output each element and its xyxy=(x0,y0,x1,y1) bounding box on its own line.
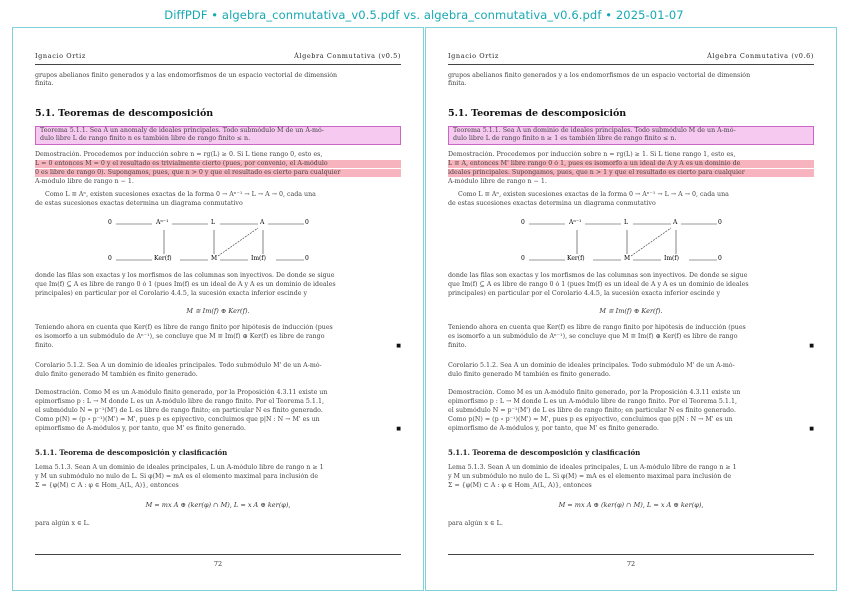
proof-line-1: Demostración. Procedemos por inducción sobre n = rg(L) ≥ 0. Si L tiene rango 0, esto es, xyxy=(35,151,323,158)
diagram-top-0-right: 0 xyxy=(718,219,722,226)
diagram-bottom-ker: Ker(f) xyxy=(567,255,585,262)
proof2-line-4: Como p(N) = (p ∘ p⁻¹)(M') = M', pues p es epiyectivo, concluimos que p|N : N → M' es un xyxy=(448,416,733,423)
proof2-line-2: epimorfismo p : L → M donde L es un A-módulo libre de rango finito. Por el Teorema 5.1.1, xyxy=(35,398,324,405)
header-book-title: Álgebra Conmutativa (v0.5) xyxy=(294,52,401,60)
corollary-line-1: Corolario 5.1.2. Sea A un dominio de ideales principales. Todo submódulo M' de un A-mó- xyxy=(448,362,735,369)
diagram-top-L: L xyxy=(624,219,628,226)
qed-symbol: ■ xyxy=(809,343,814,349)
diagram-top-A: A xyxy=(260,219,265,226)
diagram-top-L: L xyxy=(211,219,215,226)
proof2-line-5: epimorfismo de A-módulos y, por tanto, que M' es finito generado. xyxy=(448,425,659,432)
footer-rule xyxy=(448,554,814,555)
page-number: 72 xyxy=(213,560,223,568)
diagram-top-A: A xyxy=(673,219,678,226)
header-rule xyxy=(35,64,401,65)
text-line-7: donde las filas son exactas y los morfismos de las columnas son inyectivos. De donde se sigue xyxy=(35,272,335,279)
proof-line-3-diff: 0 es libre de rango 0). Supongamos, pues, que n > 0 y que el resultado es cierto para cualquier xyxy=(35,169,401,177)
window-title: DiffPDF • algebra_conmutativa_v0.5.pdf vs. algebra_conmutativa_v0.6.pdf • 2025-01-07 xyxy=(164,8,684,22)
lemma-line-4: para algún x ∈ L. xyxy=(448,520,503,527)
section-title: 5.1. Teoremas de descomposición xyxy=(35,108,214,119)
text-line-12: finito. xyxy=(35,342,54,349)
text-line-11: es isomorfo a un submódulo de Aⁿ⁻¹), se concluye que M ≅ Im(f) ⊕ Ker(f) es libre de rango xyxy=(448,333,738,340)
qed-symbol-2: ■ xyxy=(809,426,814,432)
qed-symbol: ■ xyxy=(396,343,401,349)
diagram-bottom-0-left: 0 xyxy=(521,255,525,262)
header-rule xyxy=(448,64,814,65)
commutative-diagram xyxy=(108,218,308,268)
text-line-8: que Im(f) ⊆ A es libre de rango 0 ó 1 (pues Im(f) es un ideal de A y A es un dominio de ideales xyxy=(35,281,336,288)
diagram-bottom-0-left: 0 xyxy=(108,255,112,262)
diagram-top-0-left: 0 xyxy=(108,219,112,226)
theorem-line-2: dulo libre L de rango finito n ≥ 1 es también libre de rango finito ≤ n. xyxy=(453,135,677,142)
corollary-line-2: dulo finito generado M también es finito generado. xyxy=(448,371,611,378)
corollary-line-2: dulo finito generado M también es finito generado. xyxy=(35,371,198,378)
proof-line-5: Como L ≅ Aⁿ, existen sucesiones exactas de la forma 0 → Aⁿ⁻¹ → L → A → 0, cada una xyxy=(458,191,729,198)
text-line-9: principales) en particular por el Corolario 4.4.5, la sucesión exacta inferior escinde y xyxy=(35,290,308,297)
lemma-line-2: y M un submódulo no nulo de L. Si φ(M) = mA es el elemento maximal para inclusión de xyxy=(35,473,319,480)
proof-line-5: Como L ≅ Aⁿ, existen sucesiones exactas de la forma 0 → Aⁿ⁻¹ → L → A → 0, cada una xyxy=(45,191,316,198)
header-author: Ignacio Ortiz xyxy=(35,52,86,60)
diagram-top-free-module: Aⁿ⁻¹ xyxy=(156,219,169,226)
theorem-line-2: dulo libre L de rango finito n es también libre de rango finito ≤ n. xyxy=(40,135,251,142)
formula-lemma: M = mx A ⊕ (ker(φ) ∩ M), L = x A ⊕ ker(φ), xyxy=(558,501,704,509)
text-line-11: es isomorfo a un submódulo de Aⁿ⁻¹), se concluye que M ≅ Im(f) ⊕ Ker(f) es libre de rango xyxy=(35,333,325,340)
lemma-line-3: Σ = {φ(M) ⊂ A : φ ∈ Hom_A(L, A)}, entonces xyxy=(35,482,179,489)
proof2-line-3: el submódulo N = p⁻¹(M') de L es libre de rango finito; en particular N es finito generado. xyxy=(35,407,323,414)
diagram-bottom-M: M xyxy=(624,255,631,262)
right-page-view[interactable] xyxy=(425,27,837,591)
text-line-10: Teniendo ahora en cuenta que Ker(f) es libre de rango finito por hipótesis de inducción (pues xyxy=(448,324,746,331)
diagram-bottom-0-right: 0 xyxy=(718,255,722,262)
theorem-box-diff xyxy=(448,126,814,145)
running-header xyxy=(35,52,401,64)
proof-line-4: A-módulo libre de rango n − 1. xyxy=(448,178,547,185)
subsection-title: 5.1.1. Teorema de descomposición y clasificación xyxy=(448,448,641,457)
proof2-line-4: Como p(N) = (p ∘ p⁻¹)(M') = M', pues p es epiyectivo, concluimos que p|N : N → M' es un xyxy=(35,416,320,423)
intro-line-2: finita. xyxy=(35,80,54,87)
text-line-8: que Im(f) ⊆ A es libre de rango 0 ó 1 (pues Im(f) es un ideal de A y A es un dominio de ideales xyxy=(448,281,749,288)
proof-line-4: A-módulo libre de rango n − 1. xyxy=(35,178,134,185)
theorem-line-1: Teorema 5.1.1. Sea A un anomaly de ideales principales. Todo submódulo M de un A-mó- xyxy=(40,127,324,134)
proof2-line-1: Demostración. Como M es un A-módulo finito generado, por la Proposición 4.3.11 existe un xyxy=(35,389,328,396)
commutative-diagram xyxy=(521,218,721,268)
diagram-arrows xyxy=(108,218,308,268)
proof2-line-1: Demostración. Como M es un A-módulo finito generado, por la Proposición 4.3.11 existe un xyxy=(448,389,741,396)
lemma-line-2: y M un submódulo no nulo de L. Si φ(M) = mA es el elemento maximal para inclusión de xyxy=(448,473,732,480)
intro-line-1: grupos abelianos finito generados y a los endomorfismos de un espacio vectorial de dimensión xyxy=(448,72,751,79)
footer-rule xyxy=(35,554,401,555)
diagram-top-free-module: Aⁿ⁻¹ xyxy=(569,219,582,226)
title-bar xyxy=(0,0,848,24)
diagram-bottom-M: M xyxy=(211,255,218,262)
page-number: 72 xyxy=(626,560,636,568)
lemma-line-3: Σ = {φ(M) ⊂ A : φ ∈ Hom_A(L, A)}, entonces xyxy=(448,482,592,489)
text-line-12: finito. xyxy=(448,342,467,349)
running-header xyxy=(448,52,814,64)
diagram-bottom-im: Im(f) xyxy=(251,255,266,262)
section-title: 5.1. Teoremas de descomposición xyxy=(448,108,627,119)
header-author: Ignacio Ortiz xyxy=(448,52,499,60)
formula-direct-sum: M ≅ Im(f) ⊕ Ker(f). xyxy=(186,307,250,315)
proof-line-6: de estas sucesiones exactas determina un diagrama conmutativo xyxy=(35,200,243,207)
diagram-top-0-left: 0 xyxy=(521,219,525,226)
qed-symbol-2: ■ xyxy=(396,426,401,432)
diagram-arrows xyxy=(521,218,721,268)
lemma-line-4: para algún x ∈ L. xyxy=(35,520,90,527)
theorem-box-diff xyxy=(35,126,401,145)
diagram-bottom-0-right: 0 xyxy=(305,255,309,262)
proof-line-3-diff: ideales principales. Supongamos, pues, que n > 1 y que el resultado es cierto para cualquier xyxy=(448,169,814,177)
proof2-line-5: epimorfismo de A-módulos y, por tanto, que M' es finito generado. xyxy=(35,425,246,432)
proof2-line-2: epimorfismo p : L → M donde L es un A-módulo libre de rango finito. Por el Teorema 5.1.1, xyxy=(448,398,737,405)
diagram-top-0-right: 0 xyxy=(305,219,309,226)
proof2-line-3: el submódulo N = p⁻¹(M') de L es libre de rango finito; en particular N es finito generado. xyxy=(448,407,736,414)
header-book-title: Álgebra Conmutativa (v0.6) xyxy=(707,52,814,60)
diagram-bottom-ker: Ker(f) xyxy=(154,255,172,262)
formula-direct-sum: M ≅ Im(f) ⊕ Ker(f). xyxy=(599,307,663,315)
proof-line-1: Demostración. Procedemos por inducción sobre n = rg(L) ≥ 1. Si L tiene rango 1, esto es, xyxy=(448,151,736,158)
subsection-title: 5.1.1. Teorema de descomposición y clasificación xyxy=(35,448,228,457)
left-page-view[interactable] xyxy=(12,27,424,591)
proof-line-6: de estas sucesiones exactas determina un diagrama conmutativo xyxy=(448,200,656,207)
text-line-7: donde las filas son exactas y los morfismos de las columnas son inyectivos. De donde se sigue xyxy=(448,272,748,279)
text-line-10: Teniendo ahora en cuenta que Ker(f) es libre de rango finito por hipótesis de inducción (pues xyxy=(35,324,333,331)
lemma-line-1: Lema 5.1.3. Sean A un dominio de ideales principales, L un A-módulo libre de rango n ≥ 1 xyxy=(448,464,737,471)
theorem-line-1: Teorema 5.1.1. Sea A un dominio de ideales principales. Todo submódulo M de un A-mó- xyxy=(453,127,736,134)
lemma-line-1: Lema 5.1.3. Sean A un dominio de ideales principales, L un A-módulo libre de rango n ≥ 1 xyxy=(35,464,324,471)
diagram-bottom-im: Im(f) xyxy=(664,255,679,262)
formula-lemma: M = mx A ⊕ (ker(φ) ∩ M), L = x A ⊕ ker(φ), xyxy=(145,501,291,509)
intro-line-2: finita. xyxy=(448,80,467,87)
proof-line-2-diff: L = 0 entonces M = 0 y el resultado es trivialmente cierto (pues, por convenio, el A-módulo xyxy=(35,160,401,168)
proof-line-2-diff: L ≅ A, entonces M' libre rango 0 ó 1, pues es isomorfo a un ideal de A y A es un dominio de xyxy=(448,160,814,168)
corollary-line-1: Corolario 5.1.2. Sea A un dominio de ideales principales. Todo submódulo M' de un A-mó- xyxy=(35,362,322,369)
text-line-9: principales) en particular por el Corolario 4.4.5, la sucesión exacta inferior escinde y xyxy=(448,290,721,297)
intro-line-1: grupos abelianos finito generados y a las endomorfismos de un espacio vectorial de dimensión xyxy=(35,72,338,79)
